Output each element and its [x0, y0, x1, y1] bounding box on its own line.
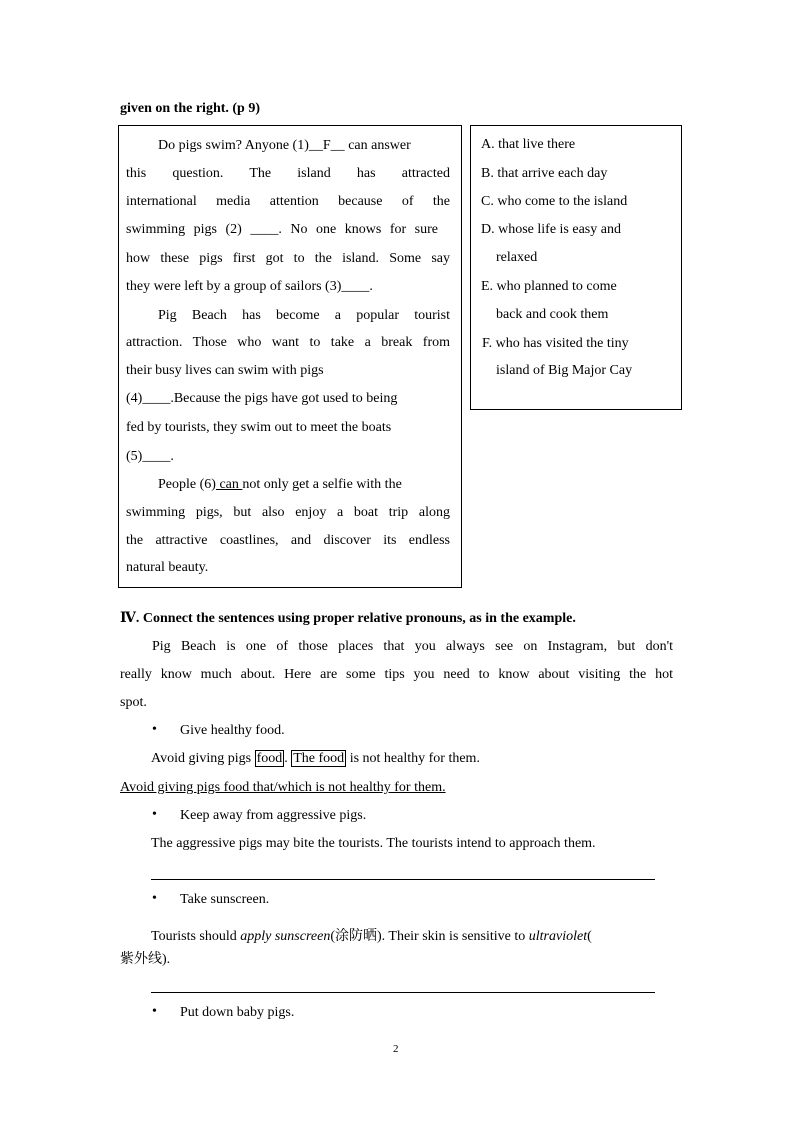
- passage-line: Pig Beach has become a popular tourist: [158, 308, 450, 323]
- passage-line: international media attention because of the: [126, 194, 450, 209]
- bullet-icon: •: [152, 1004, 157, 1019]
- option-item: C. who come to the island: [481, 194, 628, 209]
- passage-line: attraction. Those who want to take a break from: [126, 335, 450, 350]
- passage-text: not only get a selfie with the: [242, 477, 402, 492]
- example-text: .: [284, 751, 292, 766]
- italic-term: ultraviolet: [528, 929, 588, 944]
- tip-sentence: [151, 925, 592, 945]
- option-item: A. that live there: [481, 137, 576, 152]
- passage-line: their busy lives can swim with pigs: [126, 363, 324, 378]
- passage-line: fed by tourists, they swim out to meet the boats: [126, 420, 392, 435]
- passage-line: this question. The island has attracted: [126, 166, 450, 181]
- tip-title: Take sunscreen.: [180, 892, 270, 907]
- example-answer: Avoid giving pigs food that/which is not healthy for them.: [120, 780, 446, 795]
- example-sentence: [151, 751, 480, 767]
- tip-title: Put down baby pigs.: [180, 1005, 295, 1020]
- option-item: F. who has visited the tiny: [482, 336, 629, 351]
- answer-line[interactable]: [151, 879, 655, 880]
- passage-line: [158, 138, 450, 154]
- bullet-icon: •: [152, 722, 157, 737]
- passage-line: [158, 477, 450, 493]
- option-item: back and cook them: [496, 307, 609, 322]
- blank-answer: __F__: [308, 138, 345, 153]
- chinese-gloss: (涂防晒): [330, 929, 382, 944]
- option-item: relaxed: [496, 250, 538, 265]
- tip-sentence-cont: [120, 948, 170, 968]
- passage-line: swimming pigs, but also enjoy a boat trip along: [126, 505, 450, 520]
- section-heading: Ⅳ. Connect the sentences using proper relative pronouns, as in the example.: [120, 611, 576, 626]
- blank-answer: can: [215, 477, 243, 492]
- example-text: is not healthy for them.: [346, 751, 480, 766]
- option-item: island of Big Major Cay: [496, 363, 633, 378]
- bullet-icon: •: [152, 807, 157, 822]
- bullet-icon: •: [152, 891, 157, 906]
- sentence-text: ).: [162, 952, 171, 967]
- example-text: Avoid giving pigs: [151, 751, 255, 766]
- intro-line: spot.: [120, 695, 147, 710]
- passage-line: they were left by a group of sailors (3)____.: [126, 279, 373, 294]
- sentence-text: (: [587, 929, 592, 944]
- italic-term: apply sunscreen: [240, 929, 331, 944]
- boxed-word: The food: [293, 751, 345, 766]
- passage-text: People (6): [158, 477, 216, 492]
- chinese-gloss: 紫外线: [120, 952, 162, 967]
- page-number: 2: [393, 1043, 399, 1055]
- passage-text: Do pigs swim? Anyone (1): [158, 138, 309, 153]
- passage-line: how these pigs first got to the island. Some say: [126, 251, 450, 266]
- tip-title: Keep away from aggressive pigs.: [180, 808, 367, 823]
- passage-text: can answer: [344, 138, 411, 153]
- answer-line[interactable]: [151, 992, 655, 993]
- intro-line: really know much about. Here are some tips you need to know about visiting the hot: [120, 667, 673, 682]
- option-item: B. that arrive each day: [481, 166, 608, 181]
- option-item: D. whose life is easy and: [481, 222, 621, 237]
- option-item: E. who planned to come: [481, 279, 617, 294]
- tip-sentence: The aggressive pigs may bite the tourists. The tourists intend to approach them.: [151, 836, 596, 851]
- intro-line: Pig Beach is one of those places that you always see on Instagram, but don't: [152, 639, 673, 654]
- sentence-text: Tourists should: [151, 929, 241, 944]
- passage-line: (4)____.Because the pigs have got used to being: [126, 391, 398, 406]
- passage-line: natural beauty.: [126, 560, 209, 575]
- passage-line: the attractive coastlines, and discover its endless: [126, 533, 450, 548]
- sentence-text: . Their skin is sensitive to: [381, 929, 529, 944]
- boxed-word: food: [256, 751, 283, 766]
- tip-title: Give healthy food.: [180, 723, 285, 738]
- passage-line: (5)____.: [126, 449, 174, 464]
- section-heading: given on the right. (p 9): [120, 101, 260, 116]
- passage-line: swimming pigs (2) ____. No one knows for sure: [126, 222, 438, 237]
